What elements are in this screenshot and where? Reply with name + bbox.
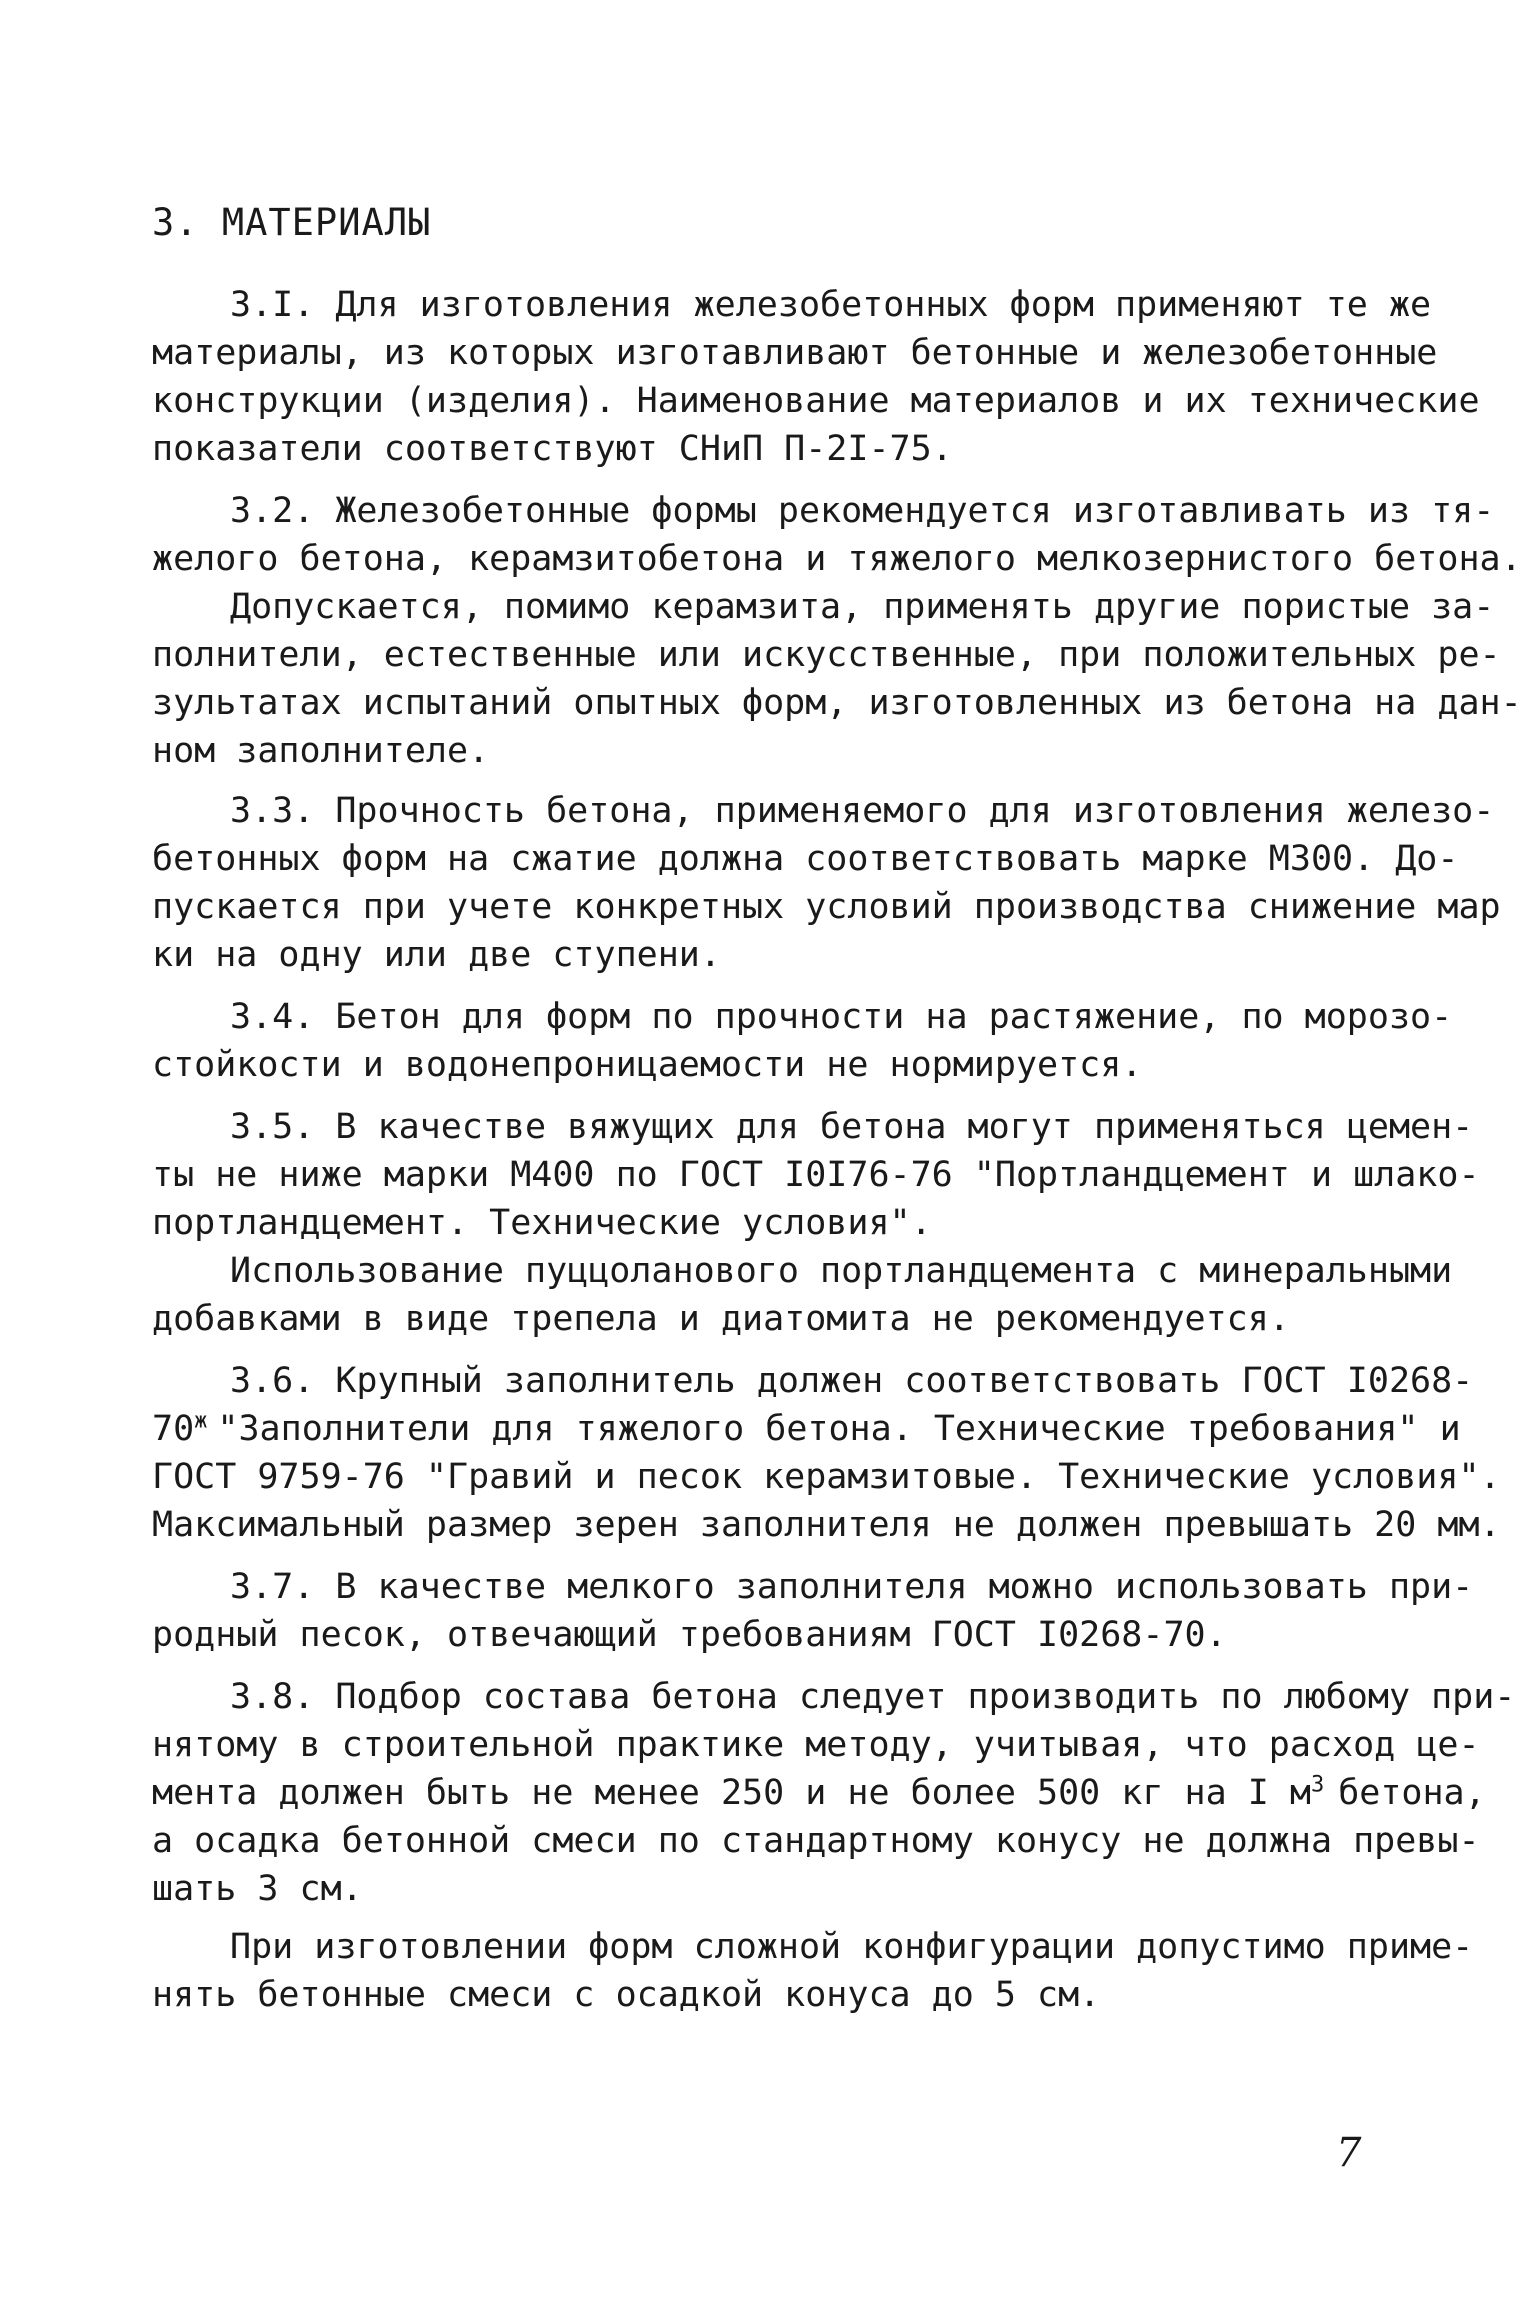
text-line: При изготовлении форм сложной конфигурации допустимо приме- — [230, 1927, 1474, 1967]
text-line: а осадка бетонной смеси по стандартному конусу не должна превы- — [152, 1821, 1480, 1861]
text-line: нятому в строительной практике методу, учитывая, что расход це- — [152, 1725, 1480, 1765]
text-line: ки на одну или две ступени. — [152, 935, 721, 975]
text-line: добавками в виде трепела и диатомита не рекомендуется. — [152, 1299, 1290, 1339]
text-line: полнители, естественные или искусственные, при положительных ре- — [152, 635, 1501, 675]
text-line: зультатах испытаний опытных форм, изготовленных из бетона на дан- — [152, 683, 1522, 723]
text-line: 3.5. В качестве вяжущих для бетона могут применяться цемен- — [230, 1107, 1474, 1147]
text-line — [152, 1770, 1486, 1816]
text-line: желого бетона, керамзитобетона и тяжелого мелкозернистого бетона. — [152, 539, 1522, 579]
text-line: конструкции (изделия). Наименование материалов и их технические — [152, 381, 1480, 421]
text-span: мента должен быть не менее 250 и не более 500 кг на I $м^3$ — [152, 1772, 1325, 1813]
page-number: 7 — [1336, 2130, 1362, 2176]
text-line: шать 3 см. — [152, 1869, 363, 1909]
gost-number-part: $70^ж$ — [152, 1408, 208, 1449]
text-line: 3.3. Прочность бетона, применяемого для изготовления железо- — [230, 791, 1495, 831]
text-line: Допускается, помимо керамзита, применять другие пористые за- — [230, 587, 1495, 627]
text-line: пускается при учете конкретных условий производства снижение мар — [152, 887, 1501, 927]
section-heading: 3. МАТЕРИАЛЫ — [152, 201, 432, 244]
text-line: показатели соответствуют СНиП П-2I-75. — [152, 429, 953, 469]
text-line: ном заполнителе. — [152, 731, 490, 771]
text-line: Максимальный размер зерен заполнителя не должен превышать 20 мм. — [152, 1505, 1501, 1545]
text-span: "Заполнители для тяжелого бетона. Технические требования" и — [217, 1409, 1461, 1449]
text-line: ГОСТ 9759-76 "Гравий и песок керамзитовые. Технические условия". — [152, 1457, 1501, 1497]
text-line: нять бетонные смеси с осадкой конуса до 5 см. — [152, 1975, 1101, 2015]
cube-superscript: 3 — [1310, 1772, 1325, 1798]
text-line: 3.4. Бетон для форм по прочности на растяжение, по морозо- — [230, 997, 1453, 1037]
text-line: 3.2. Железобетонные формы рекомендуется изготавливать из тя- — [230, 491, 1495, 531]
text-line — [152, 1406, 1461, 1452]
asterisk-mark: ж — [194, 1408, 208, 1434]
text-line: стойкости и водонепроницаемости не нормируется. — [152, 1045, 1143, 1085]
text-line: 3.7. В качестве мелкого заполнителя можно использовать при- — [230, 1567, 1474, 1607]
text-line: Использование пуццоланового портландцемента с минеральными — [230, 1251, 1453, 1291]
text-line: бетонных форм на сжатие должна соответствовать марке М300. До- — [152, 839, 1459, 879]
text-line: портландцемент. Технические условия". — [152, 1203, 932, 1243]
text-line: 3.8. Подбор состава бетона следует производить по любому при- — [230, 1677, 1516, 1717]
text-line: родный песок, отвечающий требованиям ГОСТ I0268-70. — [152, 1615, 1227, 1655]
text-line: материалы, из которых изготавливают бетонные и железобетонные — [152, 333, 1438, 373]
text-line: 3.I. Для изготовления железобетонных форм применяют те же — [230, 285, 1432, 325]
text-span: бетона, — [1338, 1773, 1486, 1813]
text-line: ты не ниже марки М400 по ГОСТ I0I76-76 "Портландцемент и шлако- — [152, 1155, 1480, 1195]
text-line: 3.6. Крупный заполнитель должен соответствовать ГОСТ I0268- — [230, 1361, 1474, 1401]
